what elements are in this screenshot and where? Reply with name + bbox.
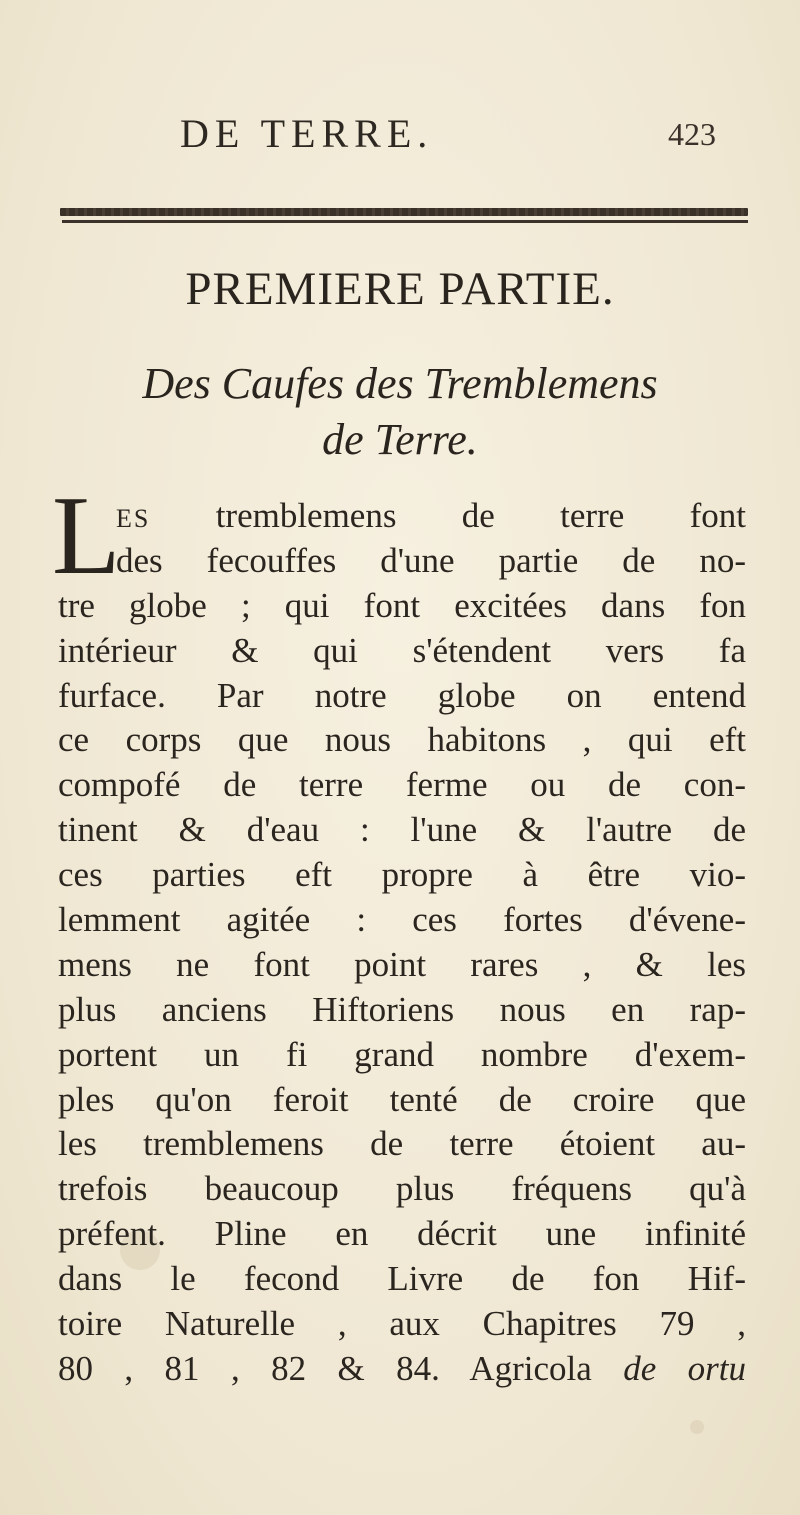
body-line: les tremblemens de terre étoient au- xyxy=(58,1124,746,1164)
body-line: trefois beaucoup plus fréquens qu'à xyxy=(58,1169,746,1209)
body-line: tinent & d'eau : l'une & l'autre de xyxy=(58,810,746,850)
paper-stain xyxy=(690,1420,704,1434)
chapter-title-line-1: Des Caufes des Tremblemens xyxy=(142,359,658,408)
first-word-smallcaps: ES xyxy=(116,504,151,533)
chapter-title xyxy=(0,356,800,468)
running-head xyxy=(0,110,800,160)
body-line: portent un fi grand nombre d'exem- xyxy=(58,1034,746,1074)
body-line: lemment agitée : ces fortes d'évene- xyxy=(58,900,746,940)
drop-cap: L xyxy=(52,474,121,598)
body-line: mens ne font point rares , & les xyxy=(58,944,746,984)
body-line: compofé de terre ferme ou de con- xyxy=(58,765,746,805)
body-line: des fecouffes d'une partie de no- xyxy=(116,540,746,580)
header-rule-thin xyxy=(62,220,748,223)
part-title: PREMIERE PARTIE. xyxy=(185,263,615,315)
page-number: 423 xyxy=(668,116,716,152)
body-line: plus anciens Hiftoriens nous en rap- xyxy=(58,989,746,1029)
body-line: ce corps que nous habitons , qui eft xyxy=(58,720,746,760)
body-line: ces parties eft propre à être vio- xyxy=(58,855,746,895)
running-title: DE TERRE. xyxy=(180,111,434,156)
italic-fragment: de ortu xyxy=(623,1348,746,1388)
body-line: intérieur & qui s'étendent vers fa xyxy=(58,630,746,670)
body-text xyxy=(58,494,746,1392)
body-line: ples qu'on feroit tenté de croire que xyxy=(58,1079,746,1119)
body-line: ES tremblemens de terre font xyxy=(116,496,747,535)
body-line: furface. Par notre globe on entend xyxy=(58,675,746,715)
body-line-last: 80 , 81 , 82 & 84. Agricola de ortu xyxy=(58,1348,746,1388)
header-rule-thick xyxy=(60,208,748,216)
body-line: tre globe ; qui font excitées dans fon xyxy=(58,585,746,625)
chapter-title-line-2: de Terre. xyxy=(322,415,478,464)
body-line: préfent. Pline en décrit une infinité xyxy=(58,1214,746,1254)
body-line: dans le fecond Livre de fon Hif- xyxy=(58,1259,746,1299)
body-line: toire Naturelle , aux Chapitres 79 , xyxy=(58,1304,746,1344)
